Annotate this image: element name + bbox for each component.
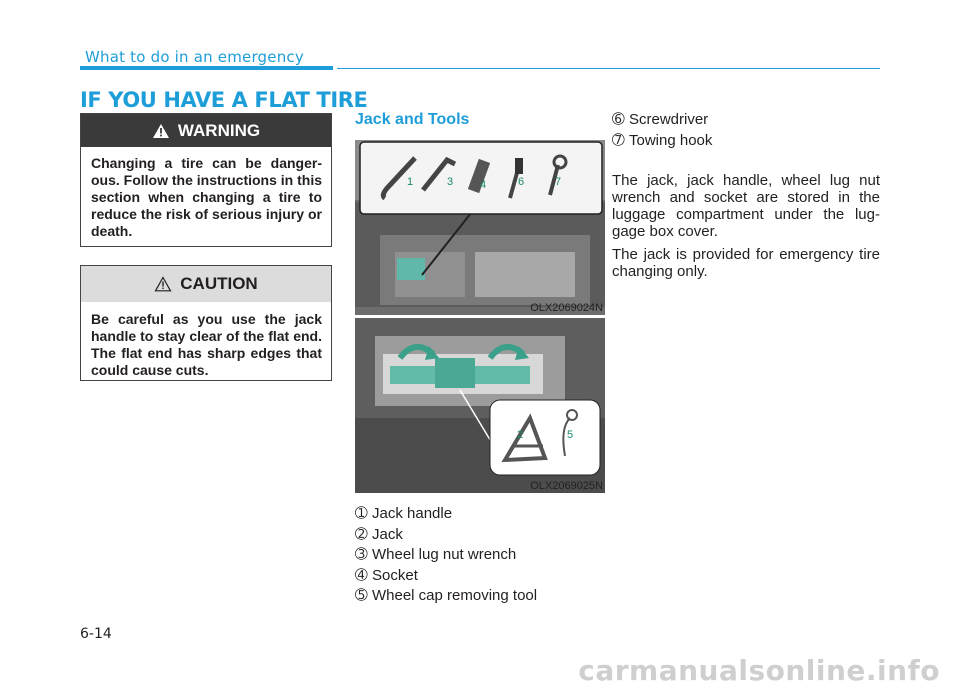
- callout-6: 6: [518, 176, 525, 188]
- jack-storage-photo: [355, 318, 605, 493]
- tools-list: [355, 504, 537, 607]
- list-item: [612, 131, 880, 152]
- item-number: ➅: [612, 111, 625, 128]
- tools-storage-illustration: [355, 140, 605, 315]
- list-item: [355, 586, 537, 607]
- callout-5: 5: [567, 429, 574, 441]
- list-item: [355, 566, 537, 587]
- item-label: Jack handle: [372, 505, 453, 522]
- callout-1: 1: [407, 176, 414, 188]
- warning-header: [81, 114, 331, 147]
- item-number: ➂: [355, 546, 368, 564]
- item-label: Socket: [372, 566, 418, 584]
- item-number: ➃: [355, 566, 368, 584]
- caution-text: Be careful as you use the jack handle to stay clear of the flat end. The flat end has sharp edges that could cause cuts.: [91, 311, 322, 378]
- jack-storage-illustration: [355, 318, 605, 493]
- item-label: Wheel cap removing tool: [372, 587, 538, 605]
- callout-2: 2: [517, 429, 524, 441]
- list-item: [355, 525, 537, 546]
- page-number: 6-14: [80, 626, 112, 642]
- caution-label: CAUTION: [180, 274, 258, 293]
- jack-tools-title: Jack and Tools: [355, 111, 470, 128]
- header-rule: [337, 68, 880, 69]
- caution-box: [80, 265, 332, 381]
- callout-4: 4: [480, 179, 487, 191]
- list-item: [355, 545, 537, 566]
- item-label: Jack: [372, 525, 403, 543]
- item-number: ➄: [355, 587, 368, 605]
- warning-text: Changing a tire can be danger-ous. Follow the instructions in this section when changing a tire to reduce the risk of serious injury or death.: [91, 155, 322, 239]
- caution-header: [81, 266, 331, 302]
- section-header: What to do in an emergency: [85, 48, 304, 66]
- item-number: ➁: [355, 525, 368, 543]
- photo-code-1: OLX2069024N: [530, 302, 603, 314]
- watermark: carmanualsonline.info: [578, 654, 940, 687]
- caution-triangle-icon: [154, 276, 172, 292]
- list-item: [612, 110, 880, 131]
- callout-7: 7: [555, 176, 562, 188]
- item-label: Screwdriver: [629, 111, 709, 128]
- photo-code-2: OLX2069025N: [530, 480, 603, 492]
- right-column: [612, 110, 880, 286]
- tools-storage-photo: [355, 140, 605, 315]
- storage-paragraph: The jack, jack handle, wheel lug nut wrench and socket are stored in the luggage compartment under the lug-gage box cover.: [612, 172, 880, 240]
- emergency-paragraph: The jack is provided for emergency tire changing only.: [612, 246, 880, 280]
- header-bar: [80, 66, 333, 70]
- callout-3: 3: [447, 176, 454, 188]
- warning-label: WARNING: [177, 120, 261, 140]
- warning-box: [80, 113, 332, 247]
- item-number: ➀: [355, 505, 368, 522]
- page-title: IF YOU HAVE A FLAT TIRE: [80, 88, 368, 112]
- warning-triangle-icon: [152, 123, 170, 139]
- item-label: Wheel lug nut wrench: [372, 546, 517, 564]
- item-label: Towing hook: [629, 132, 713, 149]
- item-number: ➆: [612, 132, 625, 149]
- list-item: [355, 504, 537, 525]
